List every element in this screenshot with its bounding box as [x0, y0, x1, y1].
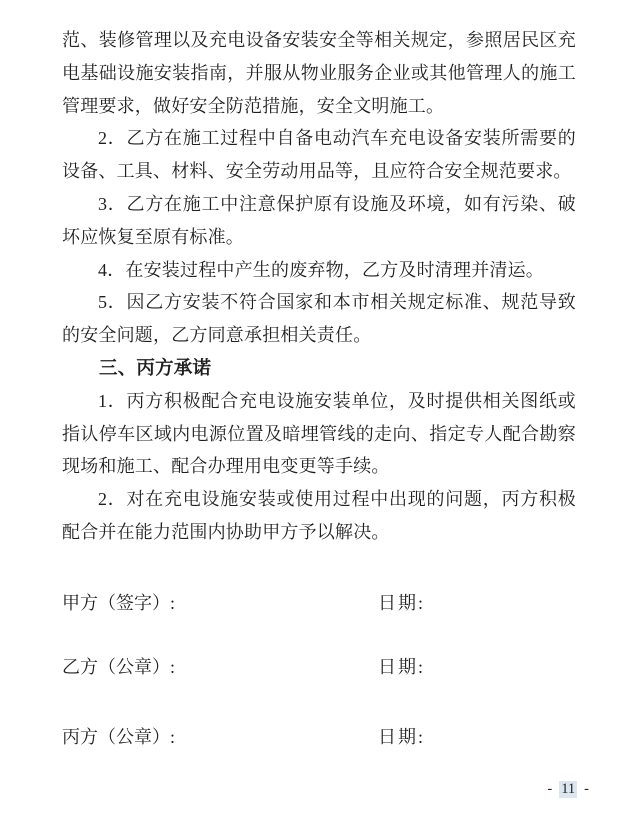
signature-row-party-b — [62, 657, 576, 677]
party-b-seal-label: 乙方（公章）: — [62, 656, 176, 677]
paragraph-section3-item-2: 2．对在充电设施安装或使用过程中出现的问题，丙方积极配合并在能力范围内协助甲方予以解决。 — [62, 489, 576, 542]
page-number-prefix-dash: - — [547, 781, 553, 797]
paragraph-item-2: 2．乙方在施工过程中自备电动汽车充电设备安装所需要的设备、工具、材料、安全劳动用品等，且应符合安全规范要求。 — [62, 128, 576, 182]
signature-row-party-c — [62, 727, 576, 747]
page-number-field: 11 — [561, 781, 576, 797]
paragraph-item-4: 4．在安装过程中产生的废弃物，乙方及时清理并清运。 — [98, 259, 544, 280]
paragraph-continuation: 范、装修管理以及充电设备安装安全等相关规定，参照居民区充电基础设施安装指南，并服从物业服务企业或其他管理人的施工管理要求，做好安全防范措施，安全文明施工。 — [62, 30, 576, 116]
party-b-date-label: 日期: — [378, 656, 426, 677]
page-number-suffix-dash: - — [584, 781, 589, 797]
party-c-date-label: 日期: — [378, 726, 426, 747]
signature-row-party-a — [62, 593, 576, 613]
section-heading-party-c-commitments: 三、丙方承诺 — [99, 356, 212, 378]
paragraph-section3-item-1: 1．丙方积极配合充电设施安装单位，及时提供相关图纸或指认停车区域内电源位置及暗埋管线的走向、指定专人配合勘察现场和施工、配合办理用电变更等手续。 — [62, 390, 576, 477]
paragraph-item-3: 3．乙方在施工中注意保护原有设施及环境，如有污染、破坏应恢复至原有标准。 — [62, 193, 576, 247]
paragraph-item-5: 5．因乙方安装不符合国家和本市相关规定标准、规范导致的安全问题，乙方同意承担相关责任。 — [62, 292, 576, 346]
document-body — [62, 24, 576, 747]
party-c-seal-label: 丙方（公章）: — [62, 726, 176, 747]
party-a-signature-label: 甲方（签字）: — [62, 592, 176, 613]
party-a-date-label: 日期: — [378, 592, 426, 613]
signature-block — [62, 593, 576, 747]
page-number — [547, 781, 589, 798]
